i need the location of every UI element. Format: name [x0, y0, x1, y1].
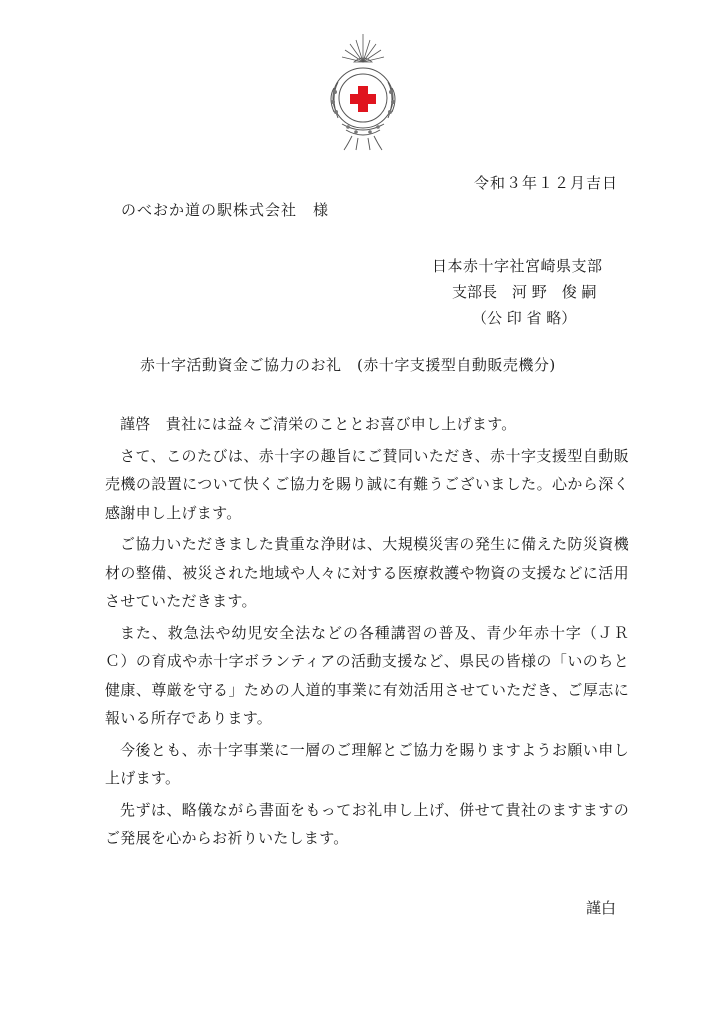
recipient-name: のべおか道の駅株式会社 様: [121, 201, 330, 219]
body-paragraph: ご協力いただきました貴重な浄財は、大規模災害の発生に備えた防災資機材の整備、被災された地域や人々に対する医療救護や物資の支援などに活用させていただきます。: [105, 535, 629, 610]
seal-omitted-note: （公 印 省 略）: [472, 309, 577, 327]
body-paragraph: さて、このたびは、赤十字の趣旨にご賛同いただき、赤十字支援型自動販売機の設置について快くご協力を賜り誠に有難うございました。心から深く感謝申し上げます。: [105, 446, 629, 522]
sender-block: [432, 253, 612, 331]
letter-date: 令和３年１２月吉日: [473, 174, 618, 192]
body-paragraph: 先ずは、略儀ながら書面をもってお礼申し上げ、併せて貴社のますますのご発展を心からお祈りいたします。: [105, 800, 629, 847]
body-paragraph: 謹啓 貴社には益々ご清栄のこととお喜び申し上げます。: [120, 415, 517, 433]
red-cross-emblem-icon: [318, 32, 408, 154]
sender-organization: 日本赤十字社宮崎県支部: [432, 257, 603, 275]
letter-title: 赤十字活動資金ご協力のお礼 (赤十字支援型自動販売機分): [140, 356, 556, 374]
body-paragraph: 今後とも、赤十字事業に一層のご理解とご協力を賜りますようお願い申し上げます。: [105, 740, 629, 787]
closing-word: 謹白: [585, 899, 616, 917]
letter-body: [105, 410, 629, 856]
sender-representative: 支部長 河 野 俊 嗣: [452, 283, 597, 301]
body-paragraph: また、救急法や幼児安全法などの各種講習の普及、青少年赤十字（ＪＲＣ）の育成や赤十字ボランティアの活動支援など、県民の皆様の「いのちと健康、尊厳を守る」ための人道的事業に有効活用させていただき、ご厚志に報いる所存であります。: [105, 623, 629, 727]
